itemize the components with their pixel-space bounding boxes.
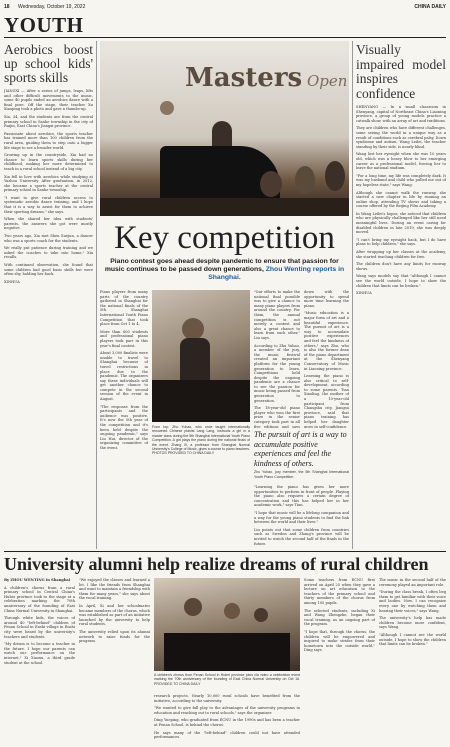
paragraph: "During the class break, I often beg them to get familiar with their voice and bodies. Now, I can recognize every one by watching them and hearing their voices," says Wang. (379, 590, 446, 613)
top-divider (4, 37, 446, 38)
paragraph: "I can't bring my eyesight back, but I do have plans to help children," she says. (356, 237, 446, 247)
piano-keys (152, 380, 250, 422)
main-photo (100, 41, 349, 216)
paragraph: The 18-year-old piano player who won the first prize in the senior category took part in all five editions and says (254, 406, 300, 428)
paragraph: We really put patience during training and we asked the coaches to take into home," Xia recalls. (4, 246, 93, 260)
pull-quote: The pursuit of art is a way to accumulate positive experiences and feel the kindness of others. (254, 430, 347, 468)
column-divider (96, 41, 97, 549)
bottom-story-col-4 (154, 694, 300, 744)
paragraph: "Our efforts to make the national final possible was to give a chance to many piano players from around the country. For them, the annual competition is not merely a contest and also a great chance to learn from each other," Liu says. (254, 290, 300, 340)
paragraph: With continued observation, she found that some children had good basic skills but were often shy, holding her back. (4, 263, 93, 277)
caption-credit: PROVIDED TO CHINA DAILY (154, 681, 201, 686)
paragraph: A children's chorus from a rural primary school in Central China's Hubei province took to the stage at a celebration marking the 70th anniversary of the founding of East China Normal University in Shanghai. (4, 585, 75, 613)
main-story-col-c (254, 290, 300, 428)
photo-banner (185, 63, 347, 93)
page-header (4, 2, 446, 12)
paragraph: Ding Yueping, who graduated from ECNU in the 1990s and has been a teacher at Fenan School, is behind the chorus. (154, 718, 300, 727)
paragraph: When she shared her idea with students' parents, the answers she got were mostly negative. (4, 217, 93, 231)
paragraph: He says many of the "left-behind" children could not have attended performances. (154, 730, 300, 740)
paragraph: They are children who have different challenges, some seeing the world in a unique way as a result of conditions such as cerebral palsy, Down syndrome and autism. Wang Leilei, the teacher standing by their side, is nearly blind. (356, 126, 446, 149)
caption-text: A children's chorus from Fenan School in Hubei province joins via video a celebration event marking the 70th anniversary of the founding of East China Normal University on Oct 16. (154, 673, 300, 682)
paragraph: About 3,000 finalists were unable to travel to Shanghai because of travel restrictions in place due to the pandemic. The organizers say these individuals will get another chance to compete in the second session of the event in August. (100, 351, 148, 402)
paragraph: "For a long time, my life was completely dark. It was my husband and child who pulled me out of my hopeless state," says Wang. (356, 173, 446, 187)
paragraph: According to Zhu Yuhao, a member of the jury, the music festival created an important platform for the young generation to learn. Competitions held despite the ongoing pandemic are a chance to see the passion for music being passed from generation to generation. (254, 343, 300, 403)
paragraph: SHENYANG — In a small classroom in Shenyang, capital of Northeast China's Liaoning province, a group of young models practice a catwalk show, with an array of art and traditions. (356, 105, 446, 123)
audience-row (100, 198, 349, 216)
paragraph: Although she cannot walk the runway, she started a new chapter in life by running an online shop, attending TV shows and taking a course offered by the Beijing Film Academy. (356, 190, 446, 209)
bottom-divider (4, 551, 446, 552)
paragraph: Passionate about aerobics, the sports teacher has trained more than 100 children from the rural area, guiding them to step onto a bigger life stage to see a broader world. (4, 131, 93, 150)
byline: XINHUA (356, 291, 372, 296)
child-figure (224, 603, 240, 619)
paragraph: The university relied upon its alumni network to raise funds for the program. (79, 629, 150, 644)
paragraph: Wang lost her eyesight when she was 10 years old, which was a heavy blow to her emerging career as a professional model, forcing her to leave the national stadium. (356, 152, 446, 171)
bottom-story-col-1 (4, 578, 75, 744)
audience-figure (295, 166, 315, 194)
paragraph: More than 600 students and professional piano players took part in this year's final contest. (100, 329, 148, 348)
byline: XINHUA (4, 279, 20, 284)
paragraph: In April, Xi and her schoolmates became members of the chorus, which was established as part of an initiative launched by the university to help rural students. (79, 603, 150, 627)
bottom-story-col-2 (79, 578, 150, 744)
subhead-text: Piano contest goes ahead despite pandemic to ensure that passion for music continues to be passed down generations, (104, 258, 339, 273)
paragraph: Wang says models say that "although I cannot see the world outside, I hope to show the children that limits can be broken." (356, 274, 446, 288)
brand-name: CHINA DAILY (414, 4, 446, 10)
caption-text: From top: Zhu Yuhao, who once taught internationally renowned Chinese pianist Lang Lang, instructs a girl in a master class during the 5th Shanghai International Youth Piano Competition. A girl plays the piano during the national finals of the event. Zhang Xi, a professor from Shanghai Normal University's College of Music, gives a course to piano teachers. (152, 425, 250, 452)
main-story-col-e (254, 485, 349, 547)
paragraph: "The response from the participants and the audience was positive. It's now the 5th year of the competition and it's been held despite the ongoing pandemic," says Liu Hui, director of the organizing committee of the event. (100, 404, 148, 450)
main-byline: Zhou Wenting reports in Shanghai. (208, 266, 345, 281)
paragraph: The music in the second half of the ceremony played an important role. (379, 578, 446, 587)
paragraph: After wrapping up her classes at the academy, she started teaching children for free. (356, 250, 446, 259)
main-headline: Key competition (114, 220, 335, 256)
main-story-col-a (100, 290, 148, 544)
paragraph: "I hope that music will be a lifelong companion and a way for the young piano students to find the link between the world and their lives." (254, 510, 349, 525)
paragraph: "Although I cannot see the world outside, I hope to show the children that limits can be broken." (379, 632, 446, 647)
banner-big: Masters (185, 63, 303, 93)
paragraph: research projects. Nearly 10,000 rural schools have benefited from the initiative, according to the university. (154, 694, 300, 703)
inset-photo (152, 290, 250, 422)
piano-silhouette (164, 633, 290, 671)
paragraph: Learning the piano is also critical to self-development, according to some parents. Tian Xiaoling, the mother of a 10-year-old participant from Changshu city, Jiangsu province, said that piano training has helped her daughter grow in self-confidence. (304, 374, 349, 428)
main-story-col-d (304, 290, 349, 428)
right-story-headline: Visually impaired model inspires confidence (356, 42, 446, 101)
paragraph: The university's help has made children become more confident, says Wang. (379, 616, 446, 630)
photo-caption (152, 425, 250, 456)
banner-small: Open (306, 72, 348, 90)
child-figure (254, 608, 268, 622)
paragraph: Xia, 34, and the students are from the central primary school in Sanhe township in the city of Ruijin, East China's Jiangxi province. (4, 114, 93, 129)
paragraph: "Learning the piano has given her more opportunities to perform in front of people. Playing the piano also requires a certain degree of concentration and this has helped her in her academic work," says Tian. (254, 485, 349, 508)
left-story-body (4, 89, 93, 284)
section-title: YOUTH (4, 13, 84, 37)
main-subhead (100, 258, 349, 282)
paragraph: Some teachers from ECNU first arrived on April 25 when they gave a lecture on art education to the teachers of the primary school and thirty members of the chorus from among 105 pupils. (304, 578, 375, 605)
column-divider (352, 41, 353, 549)
paragraph: Growing up in the countryside, Xia had no chance to learn sports skills during her childhood, making her more determined to teach in a rural school instead of a big city. (4, 153, 93, 171)
paragraph: Through white kids, the voices of around 40 "left-behind" children of Fenan School in Enshi village in Enshi city were heard by the university's teachers and students. (4, 616, 75, 639)
paragraph: "My dream is to become a teacher in the future. I hope our parents can watch our performance on the internet," Xi Xiaoxu, a third grade student at the school. (4, 642, 75, 665)
paragraph: Xia fell in love with aerobics while studying at Yuzhou University. After graduation, in 2012, she became a sports teacher at the central primary school in Sanhe township. (4, 174, 93, 193)
bottom-headline: University alumni help realize dreams of rural children (4, 554, 429, 574)
issue-date: Wednesday, October 19, 2022 (18, 4, 86, 10)
paragraph: In Wang Leilei's hopes, she noticed that children who are physically challenged like her still need meaningful lives. During an event caring for disabled children in late 2019, she was deeply moved. (356, 211, 446, 235)
bottom-photo (154, 578, 300, 671)
paragraph: "Music education is a major form of art and a beautiful experience. The pursuit of art is a way to accumulate positive experiences and feel the kindness of others," says Zhu, who is also the former dean of the piano department at the Shenyang Conservatory of Music in Liaoning province. (304, 311, 349, 371)
paragraph: JIANGXI — After a series of jumps, leaps, lifts and other difficult movements to the music, some 40 pupils ended an aerobics dance with a final pose. Off the stage, their teacher Xu Xiaoping took a photo and gave a thumbs-up. (4, 89, 93, 112)
paragraph: "We wanted to give full play to the advantages of the university programs in education and reaching out to rural schools," says the organizer. (154, 706, 300, 715)
paragraph: "I hope that, through the chorus, the children will be empowered and inspired to make strides from their hometown into the outside world," Ding says. (304, 629, 375, 653)
audience-figure (260, 171, 282, 197)
paragraph: down with the opportunity to spend more time learning the piano. (304, 290, 349, 308)
paragraph: Two years ago, Xia met Shen Xuejun, a dancer who was a sports coach for the students. (4, 234, 93, 243)
byline: By ZHOU WENTING in Shanghai (4, 578, 71, 582)
paragraph: The selected students, including Xi and Wang Zhengzhe, began their vocal training, as an ongoing part of the program. (304, 608, 375, 627)
page-number: 18 (4, 4, 10, 10)
audience-figure (325, 161, 345, 191)
paragraph: Liu points out that some children from countries such as Sweden and Zhang's province will be invited to watch the second half of the finals in the future. (254, 527, 349, 546)
teacher-figure (182, 318, 204, 340)
child-figure (184, 598, 202, 616)
paragraph: "I want to give rural children access to systematic aerobic dance training, and I hope that it is a way to assist for them to achieve their sporting dreams," she says. (4, 195, 93, 214)
left-story-headline: Aerobics boost up school kids' sports skills (4, 42, 93, 85)
bottom-story-col-5 (304, 578, 375, 744)
paragraph: Piano players from many parts of the country gathered in Shanghai for the national finals of the 5th Shanghai International Youth Piano Competition that took place from Oct 1 to 4. (100, 290, 148, 327)
paragraph: The children don't have any limits for runway shows. (356, 262, 446, 271)
caption-credit: PHOTOS PROVIDED TO CHINA DAILY (152, 451, 215, 456)
bottom-story-col-6 (379, 578, 446, 744)
pull-quote-attribution: Zhu Yuhao, jury member, the 5th Shanghai International Youth Piano Competition (254, 470, 349, 479)
audience-figure (160, 101, 174, 115)
bottom-photo-caption (154, 673, 300, 686)
left-story (4, 41, 93, 549)
paragraph: "We enjoyed the classes and learned a lot. I like the friends from Shanghai and want to maintain a friendship with them for many years," she says about the vocal training. (79, 578, 150, 601)
right-story (356, 41, 446, 549)
